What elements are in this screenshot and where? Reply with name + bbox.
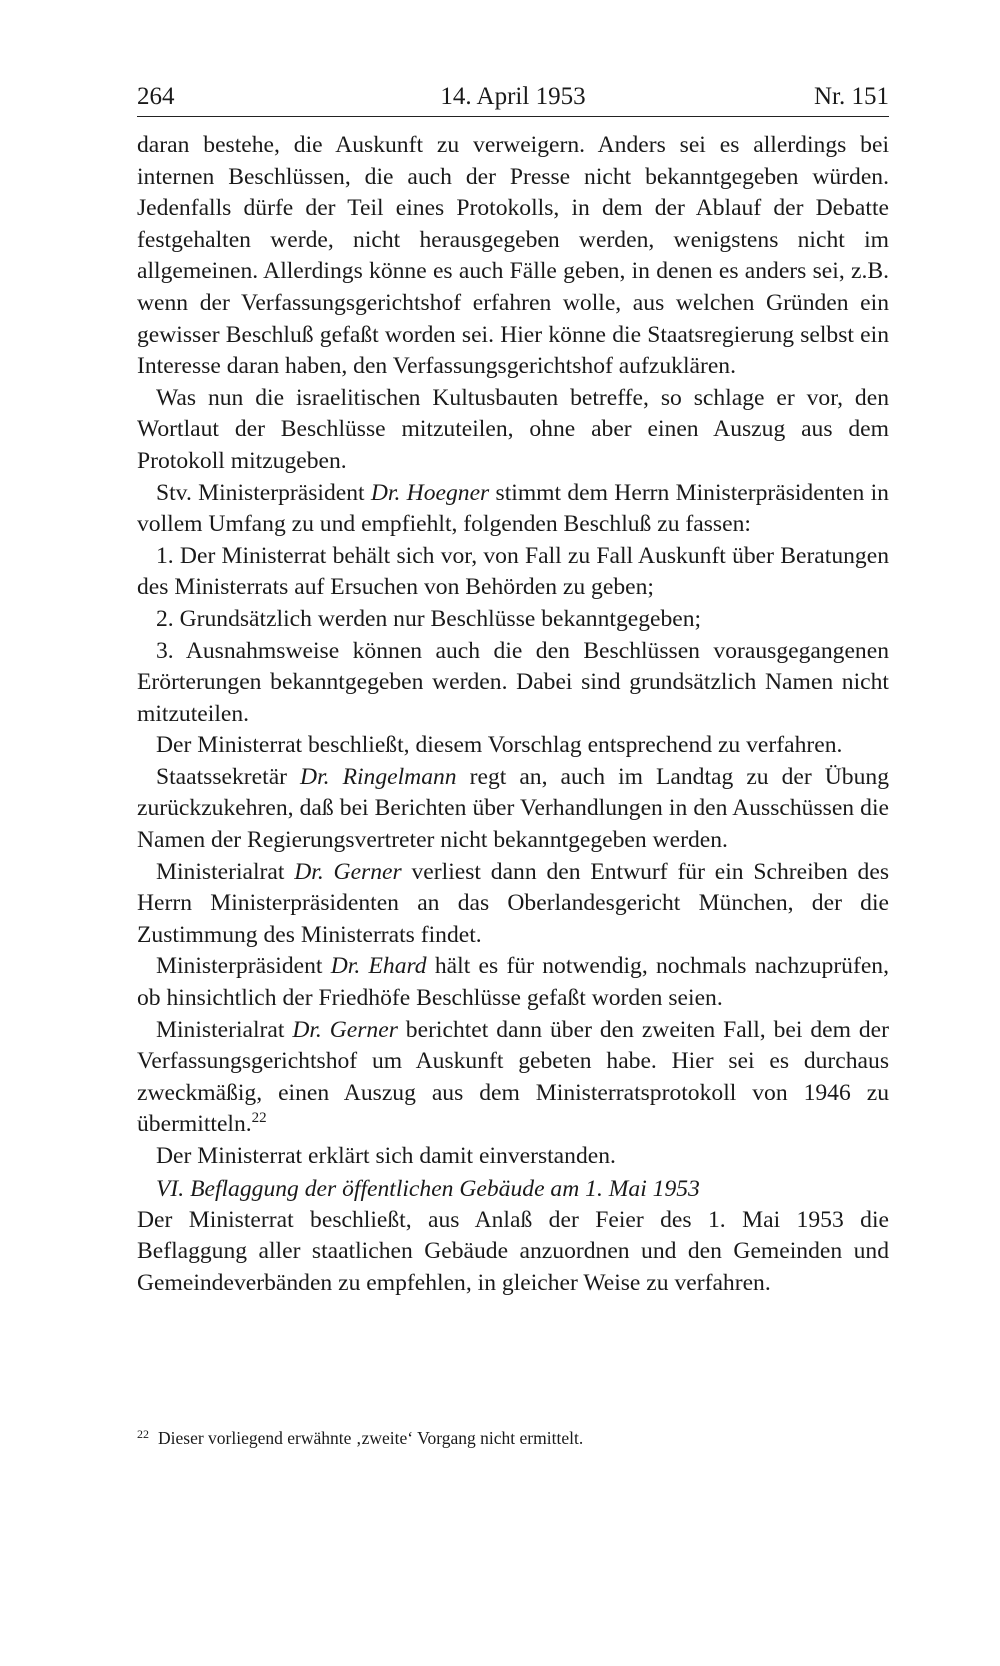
person-name: Dr. Gerner	[292, 1016, 398, 1043]
paragraph-text: verliest dann den Entwurf für ein Schreiben des Herrn Ministerpräsidenten an das Oberlandesgericht München, der die Zustimmung des Ministerrats findet.	[137, 858, 890, 948]
person-name: Dr. Gerner	[294, 858, 402, 885]
resolution-item: 3. Ausnahmsweise können auch die den Beschlüssen vorausgegangenen Erörterungen bekanntgegeben werden. Dabei sind grundsätzlich Namen nicht mitzuteilen.	[137, 637, 889, 727]
running-header	[137, 78, 889, 117]
footnote	[137, 1423, 889, 1449]
paragraph	[137, 857, 889, 952]
paragraph-text: Stv. Ministerpräsident	[156, 479, 371, 506]
paragraph-text: Staatssekretär	[156, 763, 301, 790]
paragraph-text: Ministerialrat	[156, 858, 295, 885]
body-text	[137, 130, 889, 1299]
header-date: 14. April 1953	[440, 83, 586, 110]
paragraph-text: Ministerialrat	[156, 1016, 293, 1043]
paragraph	[137, 951, 889, 1014]
document-page	[137, 78, 889, 1299]
resolution-item: 2. Grundsätzlich werden nur Beschlüsse bekanntgegeben;	[156, 605, 702, 632]
paragraph	[137, 762, 889, 857]
paragraph-text: berichtet dann über den zweiten Fall, bei dem der Verfassungsgerichtshof um Auskunft gebeten habe. Hier sei es durchaus zweckmäßig, einen Auszug aus dem Ministerratsprotokoll von 1946 zu übermitteln.	[137, 1016, 889, 1138]
paragraph-text: regt an, auch im Landtag zu der Übung zurückzukehren, daß bei Berichten über Verhandlungen in den Ausschüssen die Namen der Regierungsvertreter nicht bekanntgegeben werden.	[137, 763, 889, 854]
issue-number: Nr. 151	[814, 83, 889, 110]
footnote-text: Dieser vorliegend erwähnte ‚zweite‘ Vorgang nicht ermittelt.	[158, 1428, 584, 1448]
paragraph-text: hält es für notwendig, nochmals nachzuprüfen, ob hinsichtlich der Friedhöfe Beschlüsse gefaßt worden seien.	[137, 953, 889, 1012]
paragraph: Der Ministerrat beschließt, diesem Vorschlag entsprechend zu verfahren.	[156, 732, 843, 759]
person-name: Dr. Hoegner	[370, 479, 490, 506]
paragraph: Der Ministerrat beschließt, aus Anlaß der Feier des 1. Mai 1953 die Beflaggung aller staatlichen Gebäude anzuordnen und den Gemeinden und Gemeindeverbänden zu empfehlen, in gleicher Weise zu verfahren.	[137, 1206, 889, 1296]
page-number: 264	[137, 83, 175, 110]
paragraph	[137, 478, 889, 541]
paragraph	[137, 1015, 889, 1141]
resolution-item: 1. Der Ministerrat behält sich vor, von Fall zu Fall Auskunft über Beratungen des Ministerrats auf Ersuchen von Behörden zu geben;	[137, 542, 889, 601]
paragraph: daran bestehe, die Auskunft zu verweigern. Anders sei es allerdings bei internen Beschlüssen, die auch der Presse nicht bekanntgegeben würden. Jedenfalls dürfe der Teil eines Protokolls, in dem der Ablauf der Debatte festgehalten werde, nicht herausgegeben werden, wenigstens nicht im allgemeinen. Allerdings könne es auch Fälle geben, in denen es anders sei, z.B. wenn der Verfassungsgerichtshof erfahren wolle, aus welchen Gründen ein gewisser Beschluß gefaßt worden sei. Hier könne die Staatsregierung selbst ein Interesse daran haben, den Verfassungsgerichtshof aufzuklären.	[137, 132, 889, 380]
section-heading: VI. Beflaggung der öffentlichen Gebäude am 1. Mai 1953	[156, 1175, 700, 1202]
paragraph-text: stimmt dem Herrn Ministerpräsidenten in vollem Umfang zu und empfiehlt, folgenden Beschluß zu fassen:	[137, 479, 889, 538]
paragraph: Was nun die israelitischen Kultusbauten betreffe, so schlage er vor, den Wortlaut der Beschlüsse mitzuteilen, ohne aber einen Auszug aus dem Protokoll mitzugeben.	[137, 384, 889, 474]
paragraph: Der Ministerrat erklärt sich damit einverstanden.	[156, 1143, 616, 1169]
person-name: Dr. Ringelmann	[300, 763, 457, 790]
footnote-number: 22	[137, 1427, 149, 1441]
paragraph-text: Ministerpräsident	[156, 953, 331, 980]
person-name: Dr. Ehard	[330, 953, 427, 980]
footnote-reference[interactable]: 22	[251, 1110, 267, 1127]
